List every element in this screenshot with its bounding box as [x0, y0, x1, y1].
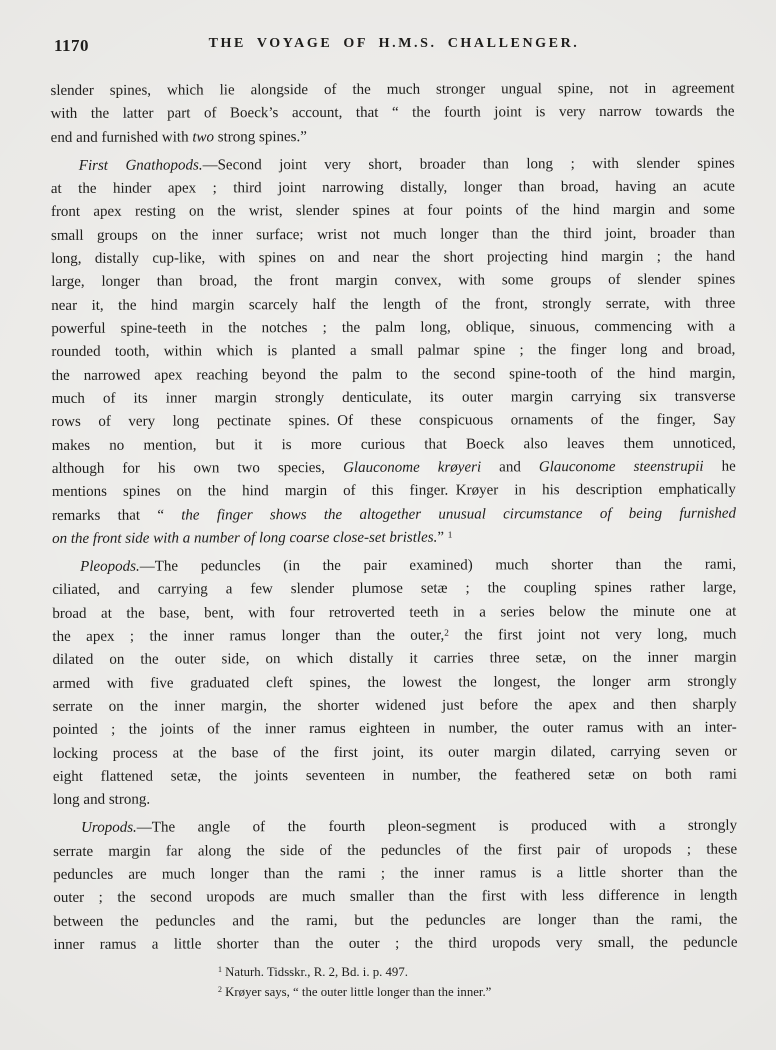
- text-run: Uropods.: [81, 819, 137, 837]
- paragraph: [51, 152, 736, 551]
- text-line: [52, 409, 736, 435]
- text-run: —Second joint very short, broader than long ; with slender spines: [202, 155, 735, 173]
- text-line: [53, 908, 737, 934]
- text-line: [52, 553, 736, 579]
- text-run: large, longer than broad, the front margin convex, with some groups of slender spines: [51, 271, 736, 291]
- text-run: much of its inner margin strongly denticulate, its outer margin carrying six transverse: [51, 388, 736, 407]
- text-line: [53, 815, 737, 841]
- text-line: [52, 479, 736, 505]
- text-run: eight flattened setæ, the joints seventeen in number, the feathered setæ on both rami: [52, 766, 737, 785]
- text-line: [53, 931, 737, 957]
- text-line: [50, 78, 734, 104]
- text-line: [51, 316, 735, 342]
- paragraph: [52, 553, 737, 812]
- text-run: the apex ; the inner ramus longer than the outer,: [52, 627, 445, 645]
- text-line: [53, 764, 737, 790]
- text-line: [52, 432, 736, 458]
- text-run: long and strong.: [52, 791, 151, 809]
- text-line: [51, 152, 735, 178]
- footnote-marker: 2: [218, 984, 222, 994]
- text-run: Glauconome steenstrupii: [538, 458, 704, 476]
- text-line: [52, 623, 736, 649]
- text-run: although for his own two species,: [51, 459, 344, 477]
- text-line: [51, 101, 735, 127]
- text-line: [53, 861, 737, 887]
- text-run: broad at the base, bent, with four retroverted teeth in a series below the minute one at: [52, 603, 737, 622]
- text-run: small groups on the inner surface; wrist not much longer than the third joint, broader than: [50, 225, 736, 244]
- text-line: [52, 502, 736, 528]
- paragraph: [53, 815, 737, 957]
- text-line: [52, 526, 736, 552]
- text-run: Krøyer says, “ the outer little longer than the inner.”: [221, 984, 492, 999]
- text-run: the narrowed apex reaching beyond the palm to the second spine-tooth of the hind margin,: [51, 365, 736, 384]
- footnote-marker: 2: [444, 628, 449, 639]
- text-line: [51, 124, 735, 150]
- text-run: rounded tooth, within which is planted a small palmar spine ; the finger long and broad,: [51, 341, 736, 361]
- footnotes: [52, 963, 736, 1002]
- page-header: [52, 36, 736, 58]
- text-run: the first joint not very long, much: [448, 626, 737, 644]
- text-run: ciliated, and carrying a few slender plumose setæ ; the coupling spines rather large,: [52, 579, 737, 599]
- text-line: [53, 740, 737, 766]
- text-line: [51, 199, 735, 225]
- text-run: peduncles are much longer than the rami ; the inner ramus is a little shorter than the: [53, 864, 738, 883]
- text-line: [51, 245, 735, 271]
- text-line: [52, 600, 736, 626]
- text-line: [51, 362, 735, 388]
- text-run: serrate margin far along the side of the peduncles of the first pair of uropods ; these: [53, 841, 738, 860]
- text-run: locking process at the base of the first joint, its outer margin dilated, carrying seven or: [52, 743, 737, 762]
- text-run: rows of very long pectinate spines. Of these conspicuous ornaments of the finger, Say: [51, 411, 736, 431]
- text-line: [53, 670, 737, 696]
- text-line: [52, 647, 736, 673]
- text-run: ”: [437, 529, 448, 546]
- text-line: [53, 787, 737, 813]
- text-line: [51, 292, 735, 318]
- text-run: long, distally cup-like, with spines on and near the short projecting hind margin ; the hand: [51, 248, 736, 267]
- footnote-marker: 1: [447, 530, 453, 541]
- text-run: end and furnished with: [50, 129, 193, 146]
- text-run: slender spines, which lie alongside of the much stronger ungual spine, not in agreement: [50, 80, 735, 99]
- text-run: remarks that “: [51, 507, 182, 524]
- footnote: [218, 963, 736, 983]
- text-run: between the peduncles and the rami, but the peduncles are longer than the rami, the: [53, 911, 738, 930]
- text-run: two: [192, 129, 215, 146]
- text-run: at the hinder apex ; third joint narrowing distally, longer than broad, having an acute: [50, 178, 735, 197]
- text-run: inner ramus a little shorter than the outer ; the third uropods very small, the peduncle: [53, 934, 738, 953]
- text-line: [53, 885, 737, 911]
- text-run: armed with five graduated cleft spines, the lowest the longest, the longer arm strongly: [52, 673, 737, 692]
- text-run: Pleopods.: [80, 558, 140, 575]
- text-line: [52, 577, 736, 603]
- text-run: he: [703, 458, 736, 475]
- text-run: serrate on the inner margin, the shorter widened just before the apex and then sharply: [52, 696, 737, 715]
- text-run: Glauconome krøyeri: [343, 459, 482, 476]
- text-run: the finger shows the altogether unusual circumstance of being furnished: [181, 505, 737, 524]
- text-run: Naturh. Tidsskr., R. 2, Bd. i. p. 497.: [221, 965, 408, 979]
- text-run: dilated on the outer side, on which distally it carries three setæ, on the inner margin: [52, 649, 737, 669]
- text-line: [51, 175, 735, 201]
- footnote: [218, 983, 736, 1003]
- text-line: [53, 694, 737, 720]
- text-run: and: [481, 459, 539, 476]
- text-run: makes no mention, but it is more curious that Boeck also leaves them unnoticed,: [51, 435, 736, 454]
- text-line: [53, 717, 737, 743]
- paragraph: [50, 78, 734, 150]
- text-run: on the front side with a number of long coarse close-set bristles.: [52, 529, 438, 547]
- text-run: strong spines.”: [213, 128, 307, 146]
- text-line: [51, 222, 735, 248]
- text-line: [53, 838, 737, 864]
- text-run: near it, the hind margin scarcely half the length of the front, strongly serrate, with three: [51, 295, 736, 314]
- body-text: [50, 78, 737, 958]
- text-line: [52, 456, 736, 482]
- text-line: [51, 339, 735, 365]
- text-run: —The peduncles (in the pair examined) much shorter than the rami,: [139, 556, 737, 575]
- footnote-marker: 1: [218, 965, 222, 975]
- text-line: [51, 269, 735, 295]
- text-run: mentions spines on the hind margin of this finger. Krøyer in his description emphatically: [51, 481, 736, 501]
- running-title: THE VOYAGE OF H.M.S. CHALLENGER.: [208, 36, 580, 51]
- text-run: front apex resting on the wrist, slender spines at four points of the hind margin and some: [50, 201, 735, 221]
- text-run: outer ; the second uropods are much smaller than the first with less difference in length: [53, 887, 738, 907]
- text-run: —The angle of the fourth pleon-segment is produced with a strongly: [136, 817, 738, 836]
- page-number: 1170: [54, 36, 90, 55]
- text-run: First Gnathopods.: [78, 156, 203, 174]
- text-run: powerful spine-teeth in the notches ; the palm long, oblique, sinuous, commencing with a: [51, 318, 736, 337]
- text-run: pointed ; the joints of the inner ramus eighteen in number, the outer ramus with an inter-: [52, 719, 737, 739]
- text-run: with the latter part of Boeck’s account, that “ the fourth joint is very narrow towards the: [50, 103, 735, 123]
- text-line: [52, 386, 736, 412]
